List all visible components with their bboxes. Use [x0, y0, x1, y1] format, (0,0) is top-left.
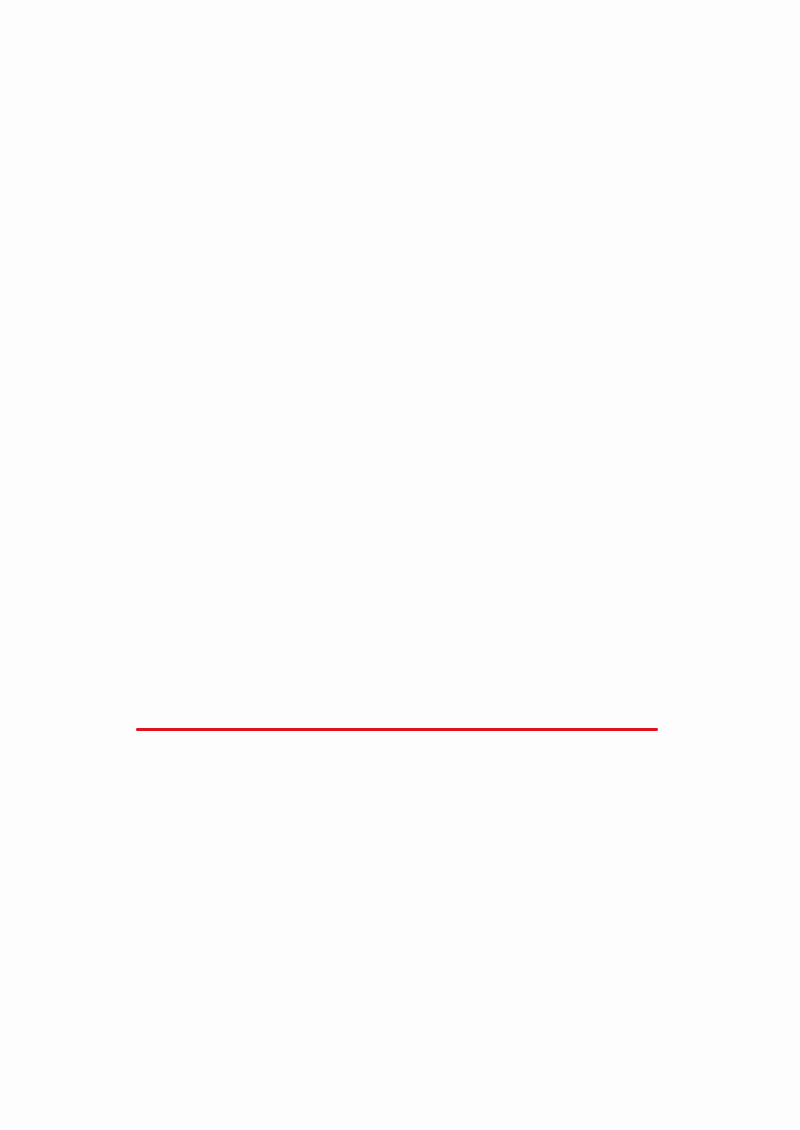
highlight-underline [136, 728, 658, 731]
